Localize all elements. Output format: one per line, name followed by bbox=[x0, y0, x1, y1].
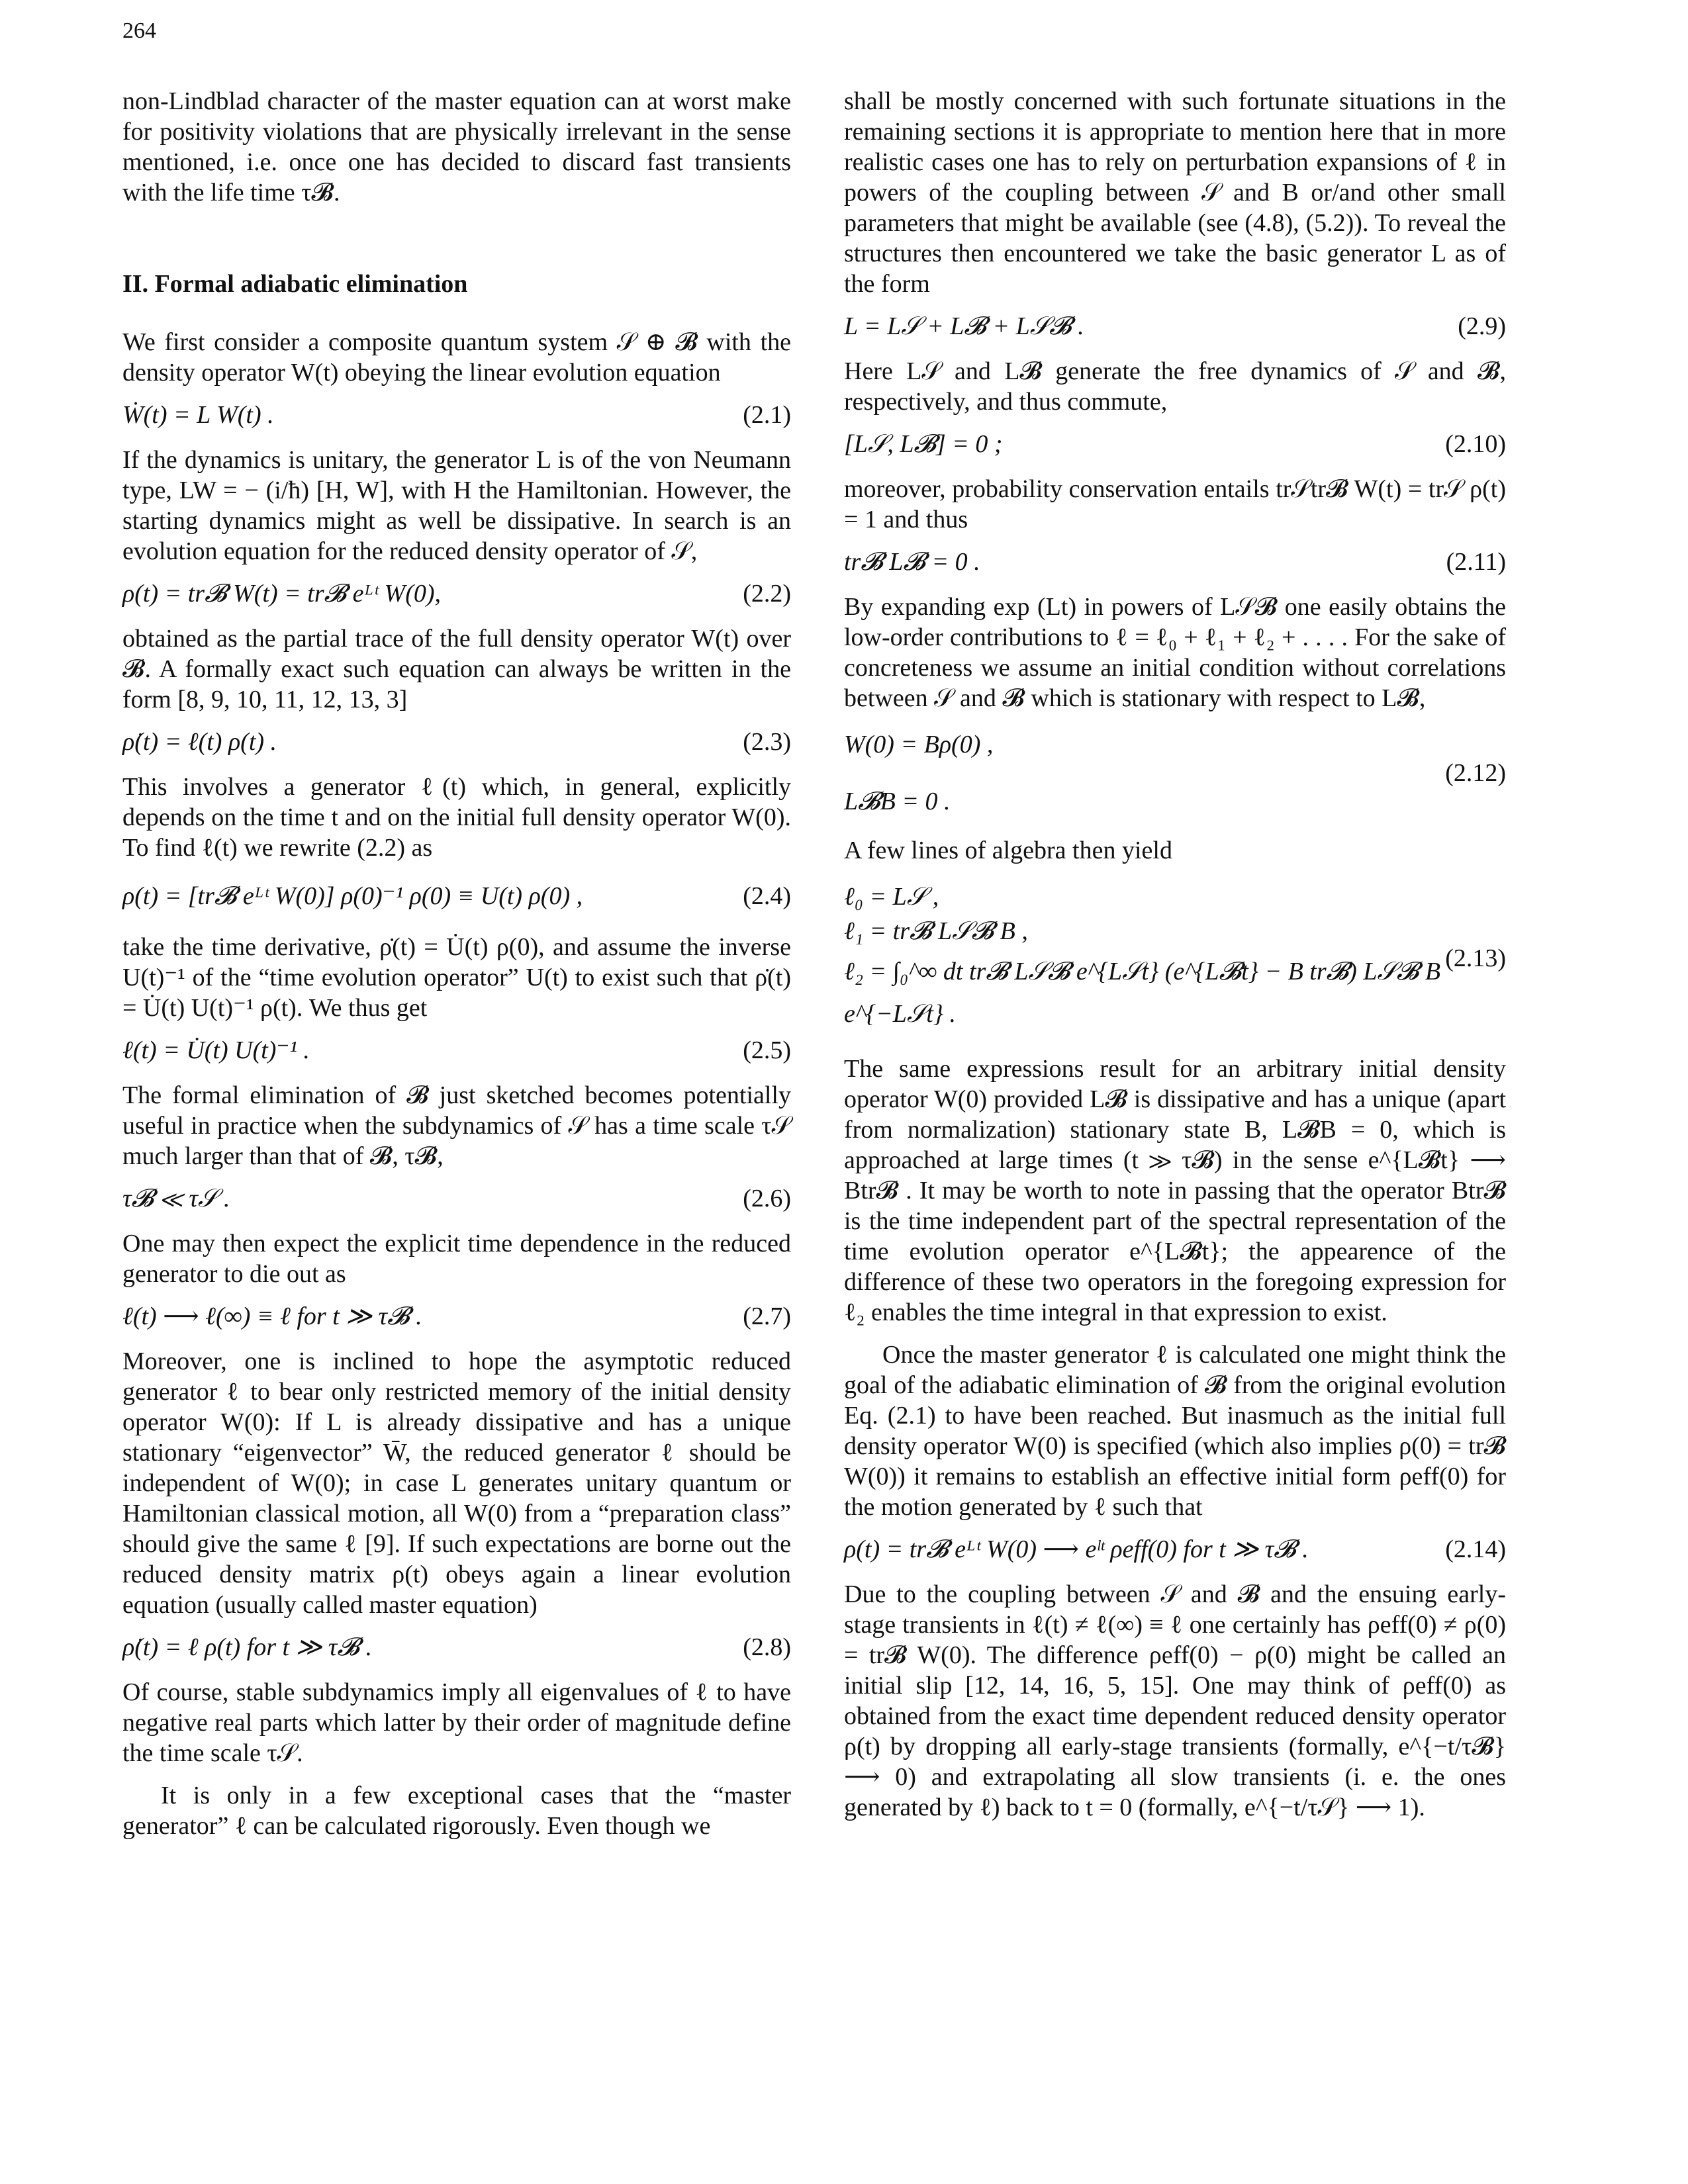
equation-line: L𝓑B = 0 . bbox=[844, 788, 951, 815]
equation-number: (2.3) bbox=[743, 728, 791, 756]
section-heading: II. Formal adiabatic elimination bbox=[122, 270, 468, 298]
equation-number: (2.10) bbox=[1445, 430, 1506, 458]
equation-2-13 bbox=[844, 878, 1506, 1039]
paragraph: Of course, stable subdynamics imply all eigenvalues of ℓ to have negative real parts which latter by their order of magnitude define the time scale τ𝒮. bbox=[122, 1678, 791, 1767]
equation-2-3 bbox=[122, 727, 791, 757]
equation-number: (2.1) bbox=[743, 401, 791, 429]
paragraph: Here L𝒮 and L𝓑 generate the free dynamics of 𝒮 and 𝓑, respectively, and thus commute, bbox=[844, 357, 1506, 416]
equation-2-4 bbox=[122, 875, 791, 917]
equation-number: (2.11) bbox=[1446, 548, 1506, 576]
equation-expression: ρ̇(t) = ℓ ρ(t) for t ≫ τ𝓑 . bbox=[122, 1633, 372, 1661]
equation-line: ℓ₁ = tr𝓑 L𝒮𝓑 B , bbox=[844, 917, 1028, 945]
paragraph: This involves a generator ℓ(t) which, in general, explicitly depends on the time t and on the initial full density operator W(0). To find ℓ(t) we rewrite (2.2) as bbox=[122, 773, 791, 862]
equation-2-12 bbox=[844, 725, 1506, 821]
paragraph: obtained as the partial trace of the full density operator W(t) over 𝓑. A formally exact such equation can always be written in the form [8, 9, 10, 11, 12, 13, 3] bbox=[122, 625, 791, 713]
paragraph: If the dynamics is unitary, the generator L is of the von Neumann type, LW = − (i/ħ) [H, W], with H the Hamiltonian. However, the starting dynamics might as well be dissipative. In search is an evolution equation for the reduced density operator of 𝒮, bbox=[122, 446, 791, 565]
paragraph: moreover, probability conservation entails tr𝒮tr𝓑 W(t) = tr𝒮 ρ(t) = 1 and thus bbox=[844, 475, 1506, 533]
paragraph: shall be mostly concerned with such fortunate situations in the remaining sections it is appropriate to mention here that in more realistic cases one has to rely on perturbation expansions of ℓ in powers of the coupling between 𝒮 and B or/and other small parameters that might be available (see (4.8), (5.2)). To reveal the structures then encountered we take the basic generator L as of the form bbox=[844, 87, 1506, 298]
paragraph: The same expressions result for an arbitrary initial density operator W(0) provided L𝓑 is dissipative and has a unique (apart from normalization) stationary state B, L𝓑B = 0, which is approached at large times (t ≫ τ𝓑) in the sense e^{L𝓑t} ⟶ Btr𝓑 . It may be worth to note in passing that the operator Btr𝓑 is the time independent part of the spectral representation of the time evolution operator e^{L𝓑t}; the appearence of the difference of these two operators in the foregoing expression for ℓ₂ enables the time integral in that expression to exist. bbox=[844, 1055, 1506, 1326]
equation-2-14 bbox=[844, 1534, 1506, 1565]
left-column bbox=[122, 86, 791, 1853]
equation-expression: ρ(t) = tr𝓑 W(t) = tr𝓑 eᴸᵗ W(0), bbox=[122, 580, 442, 608]
equation-line: ℓ₀ = L𝒮 , bbox=[844, 883, 939, 911]
equation-2-9 bbox=[844, 311, 1506, 341]
equation-expression: ℓ(t) ⟶ ℓ(∞) ≡ ℓ for t ≫ τ𝓑 . bbox=[122, 1302, 422, 1330]
equation-number: (2.2) bbox=[743, 580, 791, 608]
equation-expression: ρ̇(t) = ℓ(t) ρ(t) . bbox=[122, 728, 277, 756]
equation-2-6 bbox=[122, 1183, 791, 1214]
paragraph: Once the master generator ℓ is calculated one might think the goal of the adiabatic elimination of 𝓑 from the original evolution Eq. (2.1) to have been reached. But inasmuch as the initial full density operator W(0) is specified (which also implies ρ(0) = tr𝓑 W(0)) it remains to establish an effective initial form ρeff(0) for the motion generated by ℓ such that bbox=[844, 1341, 1506, 1521]
equation-expression: ρ(t) = [tr𝓑 eᴸᵗ W(0)] ρ(0)⁻¹ ρ(0) ≡ U(t) ρ(0) , bbox=[122, 882, 583, 910]
equation-number: (2.9) bbox=[1458, 312, 1506, 340]
equation-2-10 bbox=[844, 429, 1506, 459]
equation-expression: ρ(t) = tr𝓑 eᴸᵗ W(0) ⟶ eˡᵗ ρeff(0) for t ≫ τ𝓑 . bbox=[844, 1535, 1309, 1563]
equation-number: (2.6) bbox=[743, 1185, 791, 1212]
paragraph: A few lines of algebra then yield bbox=[844, 837, 1172, 864]
equation-2-5 bbox=[122, 1035, 791, 1066]
equation-number: (2.4) bbox=[743, 882, 791, 910]
equation-line: W(0) = Bρ(0) , bbox=[844, 731, 994, 758]
paragraph: We first consider a composite quantum system 𝒮 ⊕ 𝓑 with the density operator W(t) obeying the linear evolution equation bbox=[122, 328, 791, 387]
paragraph: It is only in a few exceptional cases that the “master generator” ℓ can be calculated rigorously. Even though we bbox=[122, 1782, 791, 1840]
paragraph: non-Lindblad character of the master equation can at worst make for positivity violations that are physically irrelevant in the sense mentioned, i.e. once one has decided to discard fast transients with the life time τ𝓑. bbox=[122, 87, 791, 206]
paragraph: By expanding exp (Lt) in powers of L𝒮𝓑 one easily obtains the low-order contributions to ℓ = ℓ₀ + ℓ₁ + ℓ₂ + . . . . For the sake of concreteness we assume an initial condition without correlations between 𝒮 and 𝓑 which is stationary with respect to L𝓑, bbox=[844, 593, 1506, 712]
equation-expression: ℓ(t) = U̇(t) U(t)⁻¹ . bbox=[122, 1036, 310, 1064]
equation-lines bbox=[844, 878, 1445, 1039]
equation-number: (2.7) bbox=[743, 1302, 791, 1330]
paragraph: One may then expect the explicit time dependence in the reduced generator to die out as bbox=[122, 1230, 791, 1288]
equation-expression: [L𝒮, L𝓑] = 0 ; bbox=[844, 430, 1003, 458]
equation-number: (2.8) bbox=[743, 1633, 791, 1661]
paragraph: Due to the coupling between 𝒮 and 𝓑 and the ensuing early-stage transients in ℓ(t) ≠ ℓ(∞) ≡ ℓ one certainly has ρeff(0) ≠ ρ(0) = tr𝓑 W(0). The difference ρeff(0) − ρ(0) might be called an initial slip [12, 14, 16, 5, 15]. One may think of ρeff(0) as obtained from the exact time dependent reduced density operator ρ(t) by dropping all early-stage transients (formally, e^{−t/τ𝓑} ⟶ 0) and extrapolating all slow transients (i. e. the ones generated by ℓ) back to t = 0 (formally, e^{−t/τ𝒮} ⟶ 1). bbox=[844, 1580, 1506, 1821]
equation-expression: tr𝓑 L𝓑 = 0 . bbox=[844, 548, 980, 576]
equation-expression: Ẇ(t) = L W(t) . bbox=[122, 401, 274, 429]
page-number: 264 bbox=[122, 19, 156, 43]
paragraph: The formal elimination of 𝓑 just sketched becomes potentially useful in practice when the subdynamics of 𝒮 has a time scale τ𝒮 much larger than that of 𝓑, τ𝓑, bbox=[122, 1081, 791, 1170]
equation-2-11 bbox=[844, 547, 1506, 577]
right-column bbox=[844, 86, 1506, 1835]
equation-line: ℓ₂ = ∫₀^∞ dt tr𝓑 L𝒮𝓑 e^{L𝒮t} (e^{L𝓑t} − B tr𝓑) L𝒮𝓑 B e^{−L𝒮t} . bbox=[844, 958, 1441, 1028]
equation-2-8 bbox=[122, 1632, 791, 1662]
equation-expression: τ𝓑 ≪ τ𝒮 . bbox=[122, 1185, 230, 1212]
equation-lines bbox=[844, 725, 993, 821]
equation-number: (2.12) bbox=[1445, 759, 1506, 787]
equation-number: (2.14) bbox=[1445, 1535, 1506, 1563]
equation-number: (2.5) bbox=[743, 1036, 791, 1064]
equation-2-2 bbox=[122, 578, 791, 609]
equation-number: (2.13) bbox=[1445, 944, 1506, 972]
equation-2-7 bbox=[122, 1301, 791, 1332]
equation-expression: L = L𝒮 + L𝓑 + L𝒮𝓑 . bbox=[844, 312, 1084, 340]
equation-2-1 bbox=[122, 400, 791, 430]
paragraph: Moreover, one is inclined to hope the asymptotic reduced generator ℓ to bear only restricted memory of the initial density operator W(0): If L is already dissipative and has a unique stationary “eigenvector” W̄, the reduced generator ℓ should be independent of W(0); in case L generates unitary quantum or Hamiltonian classical motion, all W(0) from a “preparation class” should give the same ℓ [9]. If such expectations are borne out the reduced density matrix ρ(t) obeys again a linear evolution equation (usually called master equation) bbox=[122, 1347, 791, 1619]
paragraph: take the time derivative, ρ̇(t) = U̇(t) ρ(0), and assume the inverse U(t)⁻¹ of the “time evolution operator” U(t) to exist such that ρ̇(t) = U̇(t) U(t)⁻¹ ρ(t). We thus get bbox=[122, 933, 791, 1022]
